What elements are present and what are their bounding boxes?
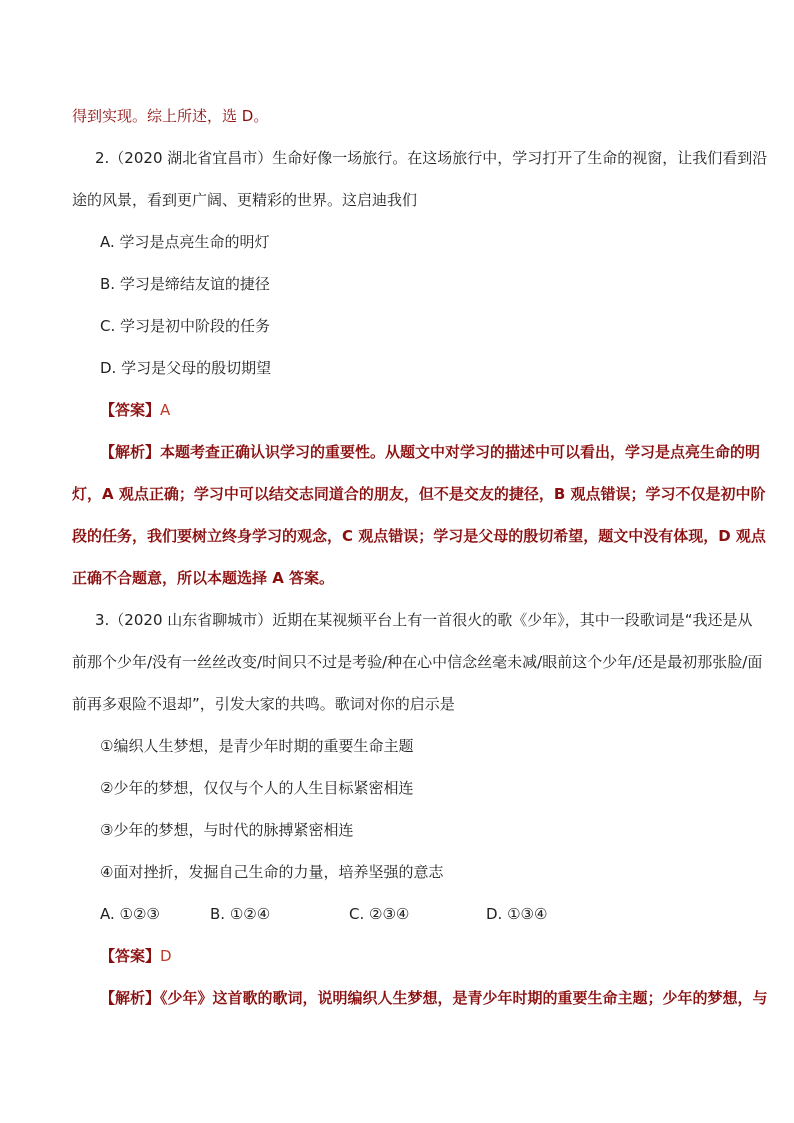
- q2-answer: [100, 400, 170, 420]
- q2-answer-value: A: [160, 401, 171, 419]
- q3-stem-line2: 前那个少年/没有一丝丝改变/时间只不过是考验/种在心中信念丝毫未减/眼前这个少年/还是最初那张脸/面: [72, 653, 763, 671]
- q3-stem-line1: 3.（2020 山东省聊城市）近期在某视频平台上有一首很火的歌《少年》，其中一段歌词是“我还是从: [95, 611, 753, 629]
- q3-analysis-line1: [100, 988, 768, 1008]
- q2-answer-label: 【答案】: [100, 401, 161, 419]
- q2-analysis-text-1: 本题考查正确认识学习的重要性。从题文中对学习的描述中可以看出，学习是点亮生命的明: [160, 443, 761, 461]
- q3-choice-d: D. ①③④: [486, 905, 548, 923]
- q3-choice-b: B. ①②④: [210, 905, 271, 923]
- q3-item-1: ①编织人生梦想，是青少年时期的重要生命主题: [100, 737, 414, 755]
- q3-item-4: ④面对挫折，发掘自己生命的力量，培养坚强的意志: [100, 863, 444, 881]
- q2-option-d: D. 学习是父母的殷切期望: [100, 359, 272, 377]
- q3-analysis-label: 【解析】: [100, 989, 161, 1007]
- q3-analysis-text-1: 《少年》这首歌的歌词，说明编织人生梦想，是青少年时期的重要生命主题；少年的梦想，与: [160, 989, 768, 1007]
- q2-analysis-line1: [100, 442, 760, 462]
- q3-answer: [100, 946, 172, 966]
- q2-analysis-label: 【解析】: [100, 443, 161, 461]
- q2-option-c: C. 学习是初中阶段的任务: [100, 317, 271, 335]
- q3-answer-value: D: [160, 947, 172, 965]
- q2-analysis-line3: 段的任务，我们要树立终身学习的观念，C 观点错误；学习是父母的殷切希望，题文中没有体现，D 观点: [72, 527, 766, 545]
- q3-choice-a: A. ①②③: [100, 905, 160, 923]
- q2-option-a: A. 学习是点亮生命的明灯: [100, 233, 270, 251]
- q3-stem-line3: 前再多艰险不退却”，引发大家的共鸣。歌词对你的启示是: [72, 695, 455, 713]
- q2-analysis-line2: 灯，A 观点正确；学习中可以结交志同道合的朋友，但不是交友的捷径，B 观点错误；学习不仅是初中阶: [72, 485, 766, 503]
- q2-stem-line2: 途的风景，看到更广阔、更精彩的世界。这启迪我们: [72, 191, 418, 209]
- q3-item-3: ③少年的梦想，与时代的脉搏紧密相连: [100, 821, 354, 839]
- q2-option-b: B. 学习是缔结友谊的捷径: [100, 275, 270, 293]
- q3-choice-c: C. ②③④: [349, 905, 410, 923]
- previous-analysis-fragment: 得到实现。综上所述，选 D。: [72, 107, 269, 125]
- q2-stem-line1: 2.（2020 湖北省宜昌市）生命好像一场旅行。在这场旅行中，学习打开了生命的视窗，让我们看到沿: [95, 149, 768, 167]
- q3-item-2: ②少年的梦想，仅仅与个人的人生目标紧密相连: [100, 779, 414, 797]
- q2-analysis-line4: 正确不合题意，所以本题选择 A 答案。: [72, 569, 335, 587]
- q3-answer-label: 【答案】: [100, 947, 161, 965]
